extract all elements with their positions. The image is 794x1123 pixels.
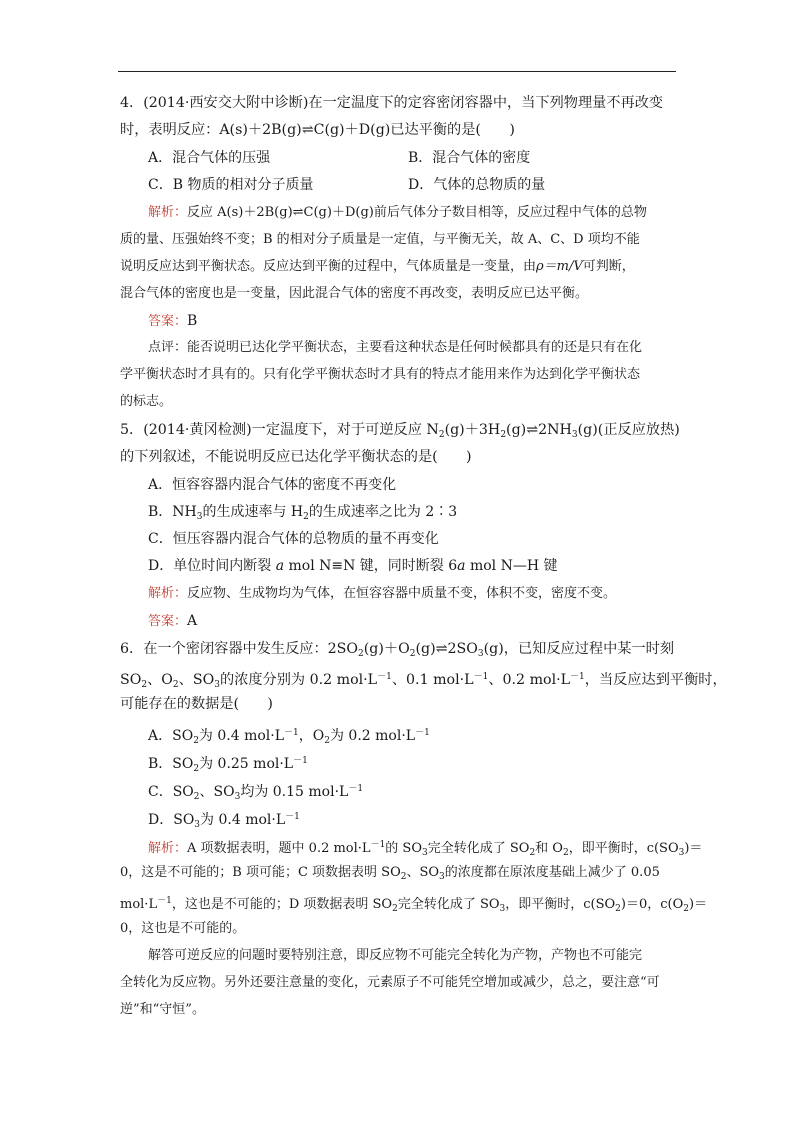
q4-analysis-line-3: 说明反应达到平衡状态。反应达到平衡的过程中，气体质量是一变量，由ρ＝m/V可判断， [120,259,635,274]
q4-option-d: D．气体的总物质的量 [408,177,546,193]
q6-analysis-label: 解析： [148,841,188,856]
density-formula: ρ＝m/V [536,259,583,274]
q6-analysis-line-4: 0，这也是不可能的。 [120,921,246,936]
q6-analysis-line-2: 0，这是不可能的；B 项可能；C 项数据表明 $SO_2$、$SO_3$的浓度都在原浓度基础上减少了 0.05 [120,865,660,882]
q6-option-a: A．$SO_2$为 0.4 $mol\cdot L^{-1}$，$O_2$为 0.2 $mol\cdot L^{-1}$ [148,728,430,746]
q4-stem-line-2: 时，表明反应：A(s)＋2B(g)⇌C(g)＋D(g)已达平衡的是( ) [120,122,515,138]
q4-option-c: C．B 物质的相对分子质量 [148,177,314,193]
q5-answer [148,612,197,631]
q6-option-b: B．$SO_2$为 0.25 $mol\cdot L^{-1}$ [148,756,308,774]
q5-stem-line-1: 5．(2014·黄冈检测)一定温度下，对于可逆反应 $N_2(g)+3H_2(g)\rightleftharpoons 2NH_3(g)$(正反应放热) [120,422,680,440]
q5-answer-label: 答案： [148,614,188,629]
q5-answer-value: A [187,613,198,629]
q5-analysis: 解析：反应物、生成物均为气体，在恒容容器中质量不变，体积不变，密度不变。 [148,586,617,601]
q4-option-a: A．混合气体的压强 [148,150,271,166]
q4-comment-line-1: 点评：能否说明已达化学平衡状态，主要看这种状态是任何时候都具有的还是只有在化 [148,340,643,355]
q4-comment-line-2: 学平衡状态时才具有的。只有化学平衡状态时才具有的特点才能用来作为达到化学平衡状态 [120,367,641,382]
q5-option-b: B．$NH_3$的生成速率与 $H_2$的生成速率之比为 2∶3 [148,504,458,522]
q6-note-line-2: 全转化为反应物。另外还要注意量的变化，元素原子不可能凭空增加或减少，总之，要注意“可 [120,975,660,990]
q6-option-d: D．$SO_3$为 0.4 $mol\cdot L^{-1}$ [148,812,300,830]
q4-stem-line-1: 4．(2014·西安交大附中诊断)在一定温度下的定容密闭容器中，当下列物理量不再改变 [120,95,664,111]
q6-analysis-line-3: $mol\cdot L^{-1}$，这也是不可能的；D 项数据表明 $SO_2$完全转化成了 $SO_3$，即平衡时，$c(SO_2)=0$，$c(O_2)=$ [120,896,708,914]
q6-note-line-3: 逆”和“守恒”。 [120,1002,205,1017]
q6-stem-line-3: 可能存在的数据是( ) [120,696,273,712]
q5-analysis-label: 解析： [148,586,188,601]
q4-comment-line-3: 的标志。 [120,394,173,409]
q6-analysis-line-1: 解析：A 项数据表明，题中 0.2 $mol\cdot L^{-1}$的 $SO_3$完全转化成了 $SO_2$和 $O_2$，即平衡时，$c(SO_3)=$ [148,840,703,858]
q5-option-d: D．单位时间内断裂 a mol N≡N 键，同时断裂 6a mol N—H 键 [148,558,558,574]
q5-option-a: A．恒容容器内混合气体的密度不再变化 [148,477,397,493]
q4-analysis-line-2: 质的量、压强始终不变；B 的相对分子质量是一定值，与平衡无关，故 A、C、D 项均不能 [120,232,640,247]
q5-stem-line-2: 的下列叙述，不能说明反应已达化学平衡状态的是( ) [120,449,472,465]
q6-stem-line-1: 6．在一个密闭容器中发生反应：$2SO_2(g)+O_2(g)\rightleftharpoons 2SO_3(g)$，已知反应过程中某一时刻 [120,641,675,659]
q4-analysis-line-1: 解析：反应 A(s)＋2B(g)⇌C(g)＋D(g)前后气体分子数目相等，反应过程中气体的总物 [148,205,647,220]
q4-option-b: B．混合气体的密度 [408,150,531,166]
q6-note-line-1: 解答可逆反应的问题时要特别注意，即反应物不可能完全转化为产物，产物也不可能完 [148,948,643,963]
q4-analysis-line-4: 混合气体的密度也是一变量，因此混合气体的密度不再改变，表明反应已达平衡。 [120,286,589,301]
q6-stem-line-2: $SO_2$、$O_2$、$SO_3$的浓度分别为 0.2 $mol\cdot L^{-1}$、0.1 $mol\cdot L^{-1}$、0.2 $mol\cdot L^{-1}$，当反应达到平衡时， [120,672,727,690]
q4-answer-label: 答案： [148,314,188,329]
q4-analysis-label: 解析： [148,205,188,220]
header-rule [118,71,676,72]
q6-option-c: C．$SO_2$、$SO_3$均为 0.15 $mol\cdot L^{-1}$ [148,784,364,802]
q4-answer-value: B [187,313,198,329]
q5-option-c: C．恒压容器内混合气体的总物质的量不再变化 [148,531,439,547]
q4-answer [148,312,197,331]
